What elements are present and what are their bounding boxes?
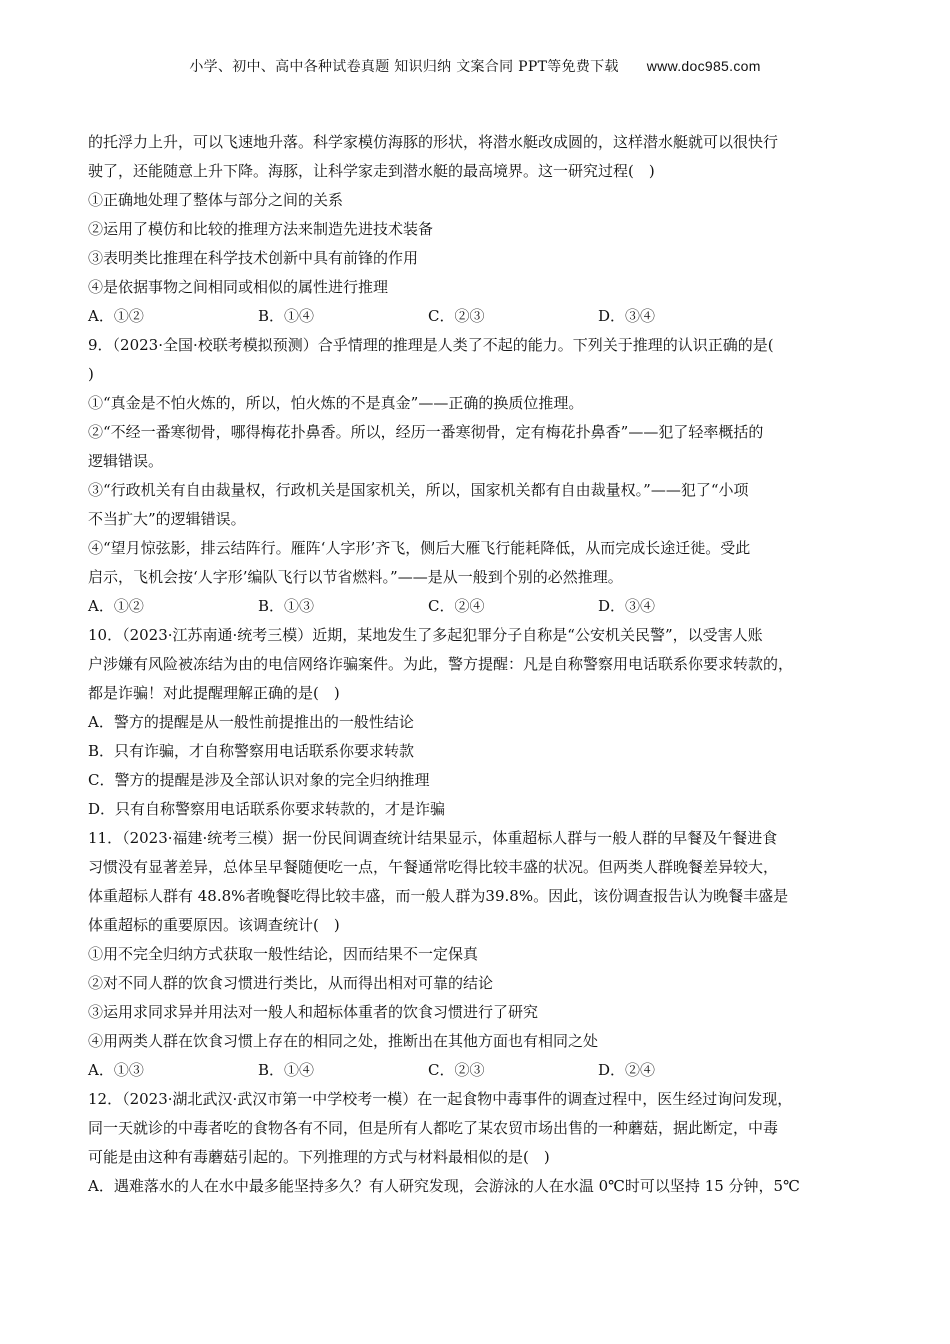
option-c: C．②③ — [428, 1061, 485, 1079]
statement-3: ③表明类比推理在科学技术创新中具有前锋的作用 — [88, 249, 419, 267]
text-line: 驶了，还能随意上升下降。海豚，让科学家走到潜水艇的最高境界。这一研究过程( ) — [88, 162, 655, 180]
question-12 — [88, 1085, 880, 1201]
question-stem: 习惯没有显著差异，总体呈早餐随便吃一点，午餐通常吃得比较丰盛的状况。但两类人群晚餐差异较大， — [88, 858, 779, 876]
question-stem: 体重超标的重要原因。该调查统计( ) — [88, 916, 340, 934]
option-a: A．①② — [88, 597, 144, 615]
option-d: D．只有自称警察用电话联系你要求转款的，才是诈骗 — [88, 800, 446, 818]
option-a: A．警方的提醒是从一般性前提推出的一般性结论 — [88, 713, 414, 731]
option-b: B．①④ — [258, 1061, 315, 1079]
question-stem: 同一天就诊的中毒者吃的食物各有不同，但是所有人都吃了某农贸市场出售的一种蘑菇，据此断定，中毒 — [88, 1119, 779, 1137]
header-site-link[interactable]: www.doc985.com — [646, 58, 761, 74]
answer-options — [88, 1056, 880, 1085]
question-stem: ) — [88, 365, 94, 383]
question-11 — [88, 824, 880, 1085]
statement-2: ②“不经一番寒彻骨，哪得梅花扑鼻香。所以，经历一番寒彻骨，定有梅花扑鼻香”——犯了轻率概括的 — [88, 423, 764, 441]
answer-options — [88, 592, 880, 621]
answer-options — [88, 302, 880, 331]
option-b: B．只有诈骗，才自称警察用电话联系你要求转款 — [88, 742, 415, 760]
option-c: C．②③ — [428, 307, 485, 325]
statement-1: ①正确地处理了整体与部分之间的关系 — [88, 191, 344, 209]
question-stem: 户涉嫌有风险被冻结为由的电信网络诈骗案件。为此，警方提醒：凡是自称警察用电话联系你要求转款的， — [88, 655, 794, 673]
option-a: A．①② — [88, 307, 144, 325]
statement-4: ④“望月惊弦影，排云结阵行。雁阵‘人字形’齐飞，侧后大雁飞行能耗降低，从而完成长途迁徙。受此 — [88, 539, 751, 557]
statement-4: ④用两类人群在饮食习惯上存在的相同之处，推断出在其他方面也有相同之处 — [88, 1032, 599, 1050]
option-a: A．遇难落水的人在水中最多能坚持多久？有人研究发现，会游泳的人在水温 0℃时可以坚持 15 分钟，5℃ — [88, 1177, 800, 1195]
statement-2: ②对不同人群的饮食习惯进行类比，从而得出相对可靠的结论 — [88, 974, 494, 992]
statement-3: ③运用求同求异并用法对一般人和超标体重者的饮食习惯进行了研究 — [88, 1003, 539, 1021]
question-stem: 都是诈骗！对此提醒理解正确的是( ) — [88, 684, 340, 702]
statement-1: ①用不完全归纳方式获取一般性结论，因而结果不一定保真 — [88, 945, 479, 963]
statement-2-cont: 逻辑错误。 — [88, 452, 164, 470]
document-body — [88, 128, 880, 1201]
statement-1: ①“真金是不怕火炼的，所以，怕火炼的不是真金”——正确的换质位推理。 — [88, 394, 584, 412]
question-stem: 10．（2023·江苏南通·统考三模）近期，某地发生了多起犯罪分子自称是“公安机关民警”，以受害人账 — [88, 626, 763, 644]
option-b: B．①③ — [258, 597, 315, 615]
question-stem: 12．（2023·湖北武汉·武汉市第一中学校考一模）在一起食物中毒事件的调查过程中，医生经过询问发现， — [88, 1090, 793, 1108]
statement-3-cont: 不当扩大”的逻辑错误。 — [88, 510, 246, 528]
header-text: 小学、初中、高中各种试卷真题 知识归纳 文案合同 PPT等免费下载 — [189, 59, 619, 75]
statement-4-cont: 启示，飞机会按‘人字形’编队飞行以节省燃料。”——是从一般到个别的必然推理。 — [88, 568, 623, 586]
option-c: C．②④ — [428, 597, 485, 615]
question-stem: 9．（2023·全国·校联考模拟预测）合乎情理的推理是人类了不起的能力。下列关于推理的认识正确的是( — [88, 336, 774, 354]
option-c: C．警方的提醒是涉及全部认识对象的完全归纳推理 — [88, 771, 430, 789]
question-8-continuation — [88, 128, 880, 331]
statement-4: ④是依据事物之间相同或相似的属性进行推理 — [88, 278, 389, 296]
statement-2: ②运用了模仿和比较的推理方法来制造先进技术装备 — [88, 220, 434, 238]
option-d: D．②④ — [598, 1061, 656, 1079]
statement-3: ③“行政机关有自由裁量权，行政机关是国家机关，所以，国家机关都有自由裁量权。”——犯了“小项 — [88, 481, 749, 499]
question-stem: 体重超标人群有 48.8%者晚餐吃得比较丰盛，而一般人群为39.8%。因此，该份调查报告认为晚餐丰盛是 — [88, 887, 789, 905]
page-header — [0, 56, 950, 76]
question-9 — [88, 331, 880, 621]
option-a: A．①③ — [88, 1061, 144, 1079]
option-d: D．③④ — [598, 597, 656, 615]
question-stem: 可能是由这种有毒蘑菇引起的。下列推理的方式与材料最相似的是( ) — [88, 1148, 550, 1166]
text-line: 的托浮力上升，可以飞速地升落。科学家模仿海豚的形状，将潜水艇改成圆的，这样潜水艇就可以很快行 — [88, 133, 779, 151]
option-d: D．③④ — [598, 307, 656, 325]
question-10 — [88, 621, 880, 824]
option-b: B．①④ — [258, 307, 315, 325]
question-stem: 11．（2023·福建·统考三模）据一份民间调查统计结果显示，体重超标人群与一般人群的早餐及午餐进食 — [88, 829, 778, 847]
